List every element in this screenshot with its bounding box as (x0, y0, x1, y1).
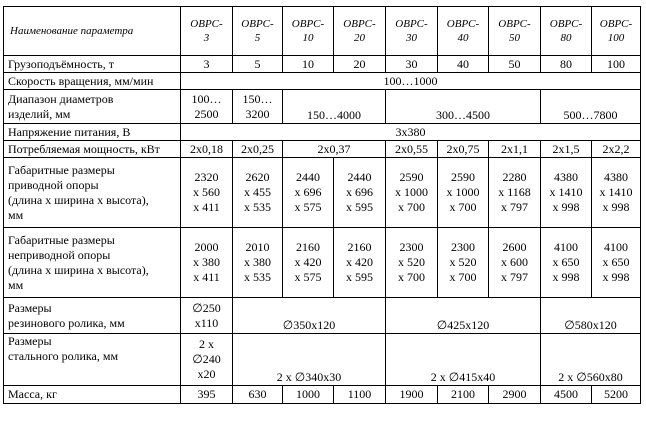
row-label: Габаритные размеры приводной опоры (длина x ширина x высота), мм (4, 158, 181, 228)
cell: 4500 (541, 386, 592, 404)
cell: 2x2,2 (592, 141, 641, 158)
cell: 2x1,1 (489, 141, 541, 158)
cell: 100 (592, 56, 641, 73)
cell: 2 x ∅560x80 (541, 334, 641, 386)
param-header: Наименование параметра (4, 7, 181, 56)
power-row (4, 141, 641, 158)
cell: 4380 x 1410 x 998 (541, 158, 592, 228)
cell: 2320 x 560 x 411 (181, 158, 233, 228)
cell: 20 (334, 56, 386, 73)
model-header: ОВРС- 50 (489, 7, 541, 56)
cell: 300…4500 (386, 90, 541, 124)
row-label: Габаритные размеры неприводной опоры (длина x ширина x высота), мм (4, 228, 181, 298)
cell: 2x0,37 (283, 141, 386, 158)
voltage-row (4, 124, 641, 141)
cell: 2600 x 600 x 797 (489, 228, 541, 298)
cell: 2x0,55 (386, 141, 438, 158)
cell: 630 (233, 386, 283, 404)
cell: ∅580x120 (541, 298, 641, 334)
cell: ∅250 x110 (181, 298, 233, 334)
cell: 4380 x 1410 x 998 (592, 158, 641, 228)
cell: 2440 x 696 x 575 (283, 158, 334, 228)
spec-table (3, 6, 641, 404)
header-row (4, 7, 641, 56)
cell: 100…1000 (181, 73, 641, 90)
steel-roller-row (4, 334, 641, 386)
cell: 2100 (438, 386, 489, 404)
speed-row (4, 73, 641, 90)
cell: 1100 (334, 386, 386, 404)
cell: 50 (489, 56, 541, 73)
row-label: Диапазон диаметров изделий, мм (4, 90, 181, 124)
cell: 2160 x 420 x 575 (283, 228, 334, 298)
cell: 2590 x 1000 x 700 (386, 158, 438, 228)
cell: ∅425x120 (386, 298, 541, 334)
model-header: ОВРС- 3 (181, 7, 233, 56)
cell: 80 (541, 56, 592, 73)
cell: 5200 (592, 386, 641, 404)
cell: 100… 2500 (181, 90, 233, 124)
diameter-row (4, 90, 641, 124)
cell: 2620 x 455 x 535 (233, 158, 283, 228)
row-label: Грузоподъёмность, т (4, 56, 181, 73)
cell: 150…4000 (283, 90, 386, 124)
cell: 2440 x 696 x 595 (334, 158, 386, 228)
idler-dims-row (4, 228, 641, 298)
cell: 2000 x 380 x 411 (181, 228, 233, 298)
cell: 500…7800 (541, 90, 641, 124)
model-header: ОВРС- 80 (541, 7, 592, 56)
cell: 1900 (386, 386, 438, 404)
cell: 2x0,75 (438, 141, 489, 158)
model-header: ОВРС- 40 (438, 7, 489, 56)
cell: 2x1,5 (541, 141, 592, 158)
cell: 2300 x 520 x 700 (386, 228, 438, 298)
cell: 30 (386, 56, 438, 73)
cell: 150… 3200 (233, 90, 283, 124)
drive-dims-row (4, 158, 641, 228)
cell: 4100 x 650 x 998 (541, 228, 592, 298)
cell: 3x380 (181, 124, 641, 141)
cell: 2590 x 1000 x 700 (438, 158, 489, 228)
cell: 2010 x 380 x 535 (233, 228, 283, 298)
model-header: ОВРС- 100 (592, 7, 641, 56)
rubber-roller-row (4, 298, 641, 334)
cell: 2900 (489, 386, 541, 404)
cell: 3 (181, 56, 233, 73)
cell: 2x0,25 (233, 141, 283, 158)
cell: 395 (181, 386, 233, 404)
cell: 4100 x 650 x 998 (592, 228, 641, 298)
cell: 2x0,18 (181, 141, 233, 158)
cell: 2 x ∅340x30 (233, 334, 386, 386)
model-header: ОВРС- 30 (386, 7, 438, 56)
row-label: Масса, кг (4, 386, 181, 404)
capacity-row (4, 56, 641, 73)
cell: 2160 x 420 x 595 (334, 228, 386, 298)
cell: 2300 x 520 x 700 (438, 228, 489, 298)
row-label: Скорость вращения, мм/мин (4, 73, 181, 90)
mass-row (4, 386, 641, 404)
row-label: Напряжение питания, В (4, 124, 181, 141)
model-header: ОВРС- 5 (233, 7, 283, 56)
cell: 2 x ∅240 x20 (181, 334, 233, 386)
model-header: ОВРС- 20 (334, 7, 386, 56)
model-header: ОВРС- 10 (283, 7, 334, 56)
cell: 2 x ∅415x40 (386, 334, 541, 386)
cell: 1000 (283, 386, 334, 404)
cell: ∅350x120 (233, 298, 386, 334)
cell: 2280 x 1168 x 797 (489, 158, 541, 228)
row-label: Потребляемая мощность, кВт (4, 141, 181, 158)
cell: 40 (438, 56, 489, 73)
row-label: Размеры стального ролика, мм (4, 334, 181, 386)
row-label: Размеры резинового ролика, мм (4, 298, 181, 334)
cell: 10 (283, 56, 334, 73)
cell: 5 (233, 56, 283, 73)
